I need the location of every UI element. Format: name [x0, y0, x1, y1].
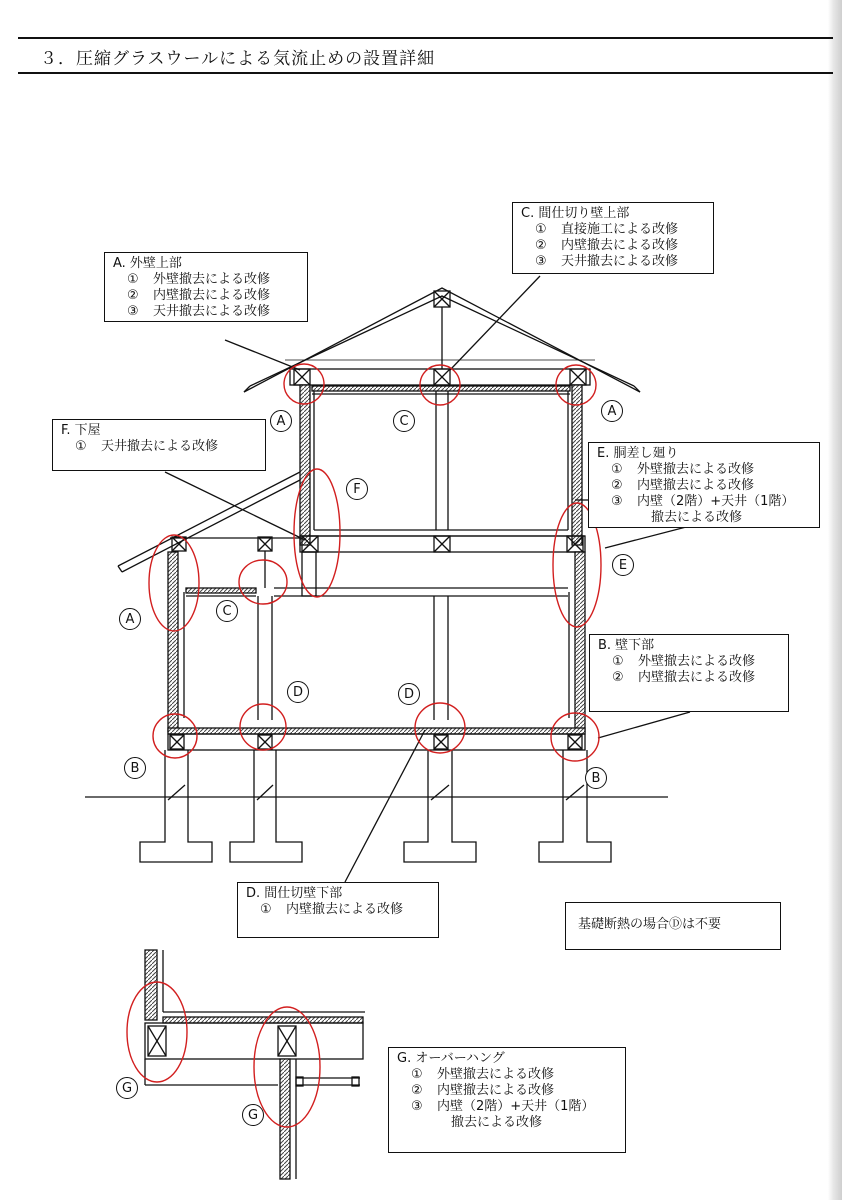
- callout-e-item-3: ③ 内壁（2階）+天井（1階）: [611, 494, 795, 509]
- callout-g-continuation: 撤去による改修: [451, 1115, 543, 1130]
- callout-d-heading: D. 間仕切壁下部: [246, 886, 343, 901]
- callout-c-item-3: ③ 天井撤去による改修: [535, 254, 679, 269]
- callout-c-item-1: ① 直接施工による改修: [535, 222, 679, 237]
- page-title: ３．圧縮グラスウールによる気流止めの設置詳細: [40, 49, 436, 69]
- callout-c-heading: C. 間仕切り壁上部: [521, 206, 630, 221]
- label-d-left: D: [287, 681, 309, 703]
- note-foundation-insulation: [565, 902, 781, 950]
- callout-c-partition-top: [512, 202, 714, 274]
- callout-d-partition-bottom: [237, 882, 439, 938]
- callout-c-item-2: ② 内壁撤去による改修: [535, 238, 679, 253]
- callout-b-heading: B. 壁下部: [598, 638, 655, 653]
- label-g-left: G: [116, 1077, 138, 1099]
- callout-e-item-2: ② 内壁撤去による改修: [611, 478, 755, 493]
- overhang-detail: [145, 950, 365, 1179]
- callout-b-item-2: ② 内壁撤去による改修: [612, 670, 756, 685]
- callout-g-item-3: ③ 内壁（2階）+天井（1階）: [411, 1099, 595, 1114]
- label-e: E: [612, 554, 634, 576]
- callout-e-item-1: ① 外壁撤去による改修: [611, 462, 755, 477]
- callout-g-item-2: ② 内壁撤去による改修: [411, 1083, 555, 1098]
- label-g-right: G: [242, 1104, 264, 1126]
- callout-e-heading: E. 胴差し廻り: [597, 446, 679, 461]
- callout-g-overhang: [388, 1047, 626, 1153]
- foundations: [140, 750, 611, 862]
- callout-f-item-1: ① 天井撤去による改修: [75, 439, 219, 454]
- callout-d-item-1: ① 内壁撤去による改修: [260, 902, 404, 917]
- callout-b-wall-bottom: [589, 634, 789, 712]
- callout-g-heading: G. オーバーハング: [397, 1051, 505, 1066]
- callout-f-lean-to: [52, 419, 266, 471]
- label-d-center: D: [398, 683, 420, 705]
- label-c-lower: C: [216, 600, 238, 622]
- label-a-lower: A: [119, 608, 141, 630]
- callout-a-item-3: ③ 天井撤去による改修: [127, 304, 271, 319]
- label-c-upper: C: [393, 410, 415, 432]
- callout-f-heading: F. 下屋: [61, 423, 101, 438]
- callout-a-item-1: ① 外壁撤去による改修: [127, 272, 271, 287]
- label-a-right-upper: A: [601, 400, 623, 422]
- label-b-left: B: [124, 757, 146, 779]
- label-b-right: B: [585, 767, 607, 789]
- callout-e-continuation: 撤去による改修: [651, 510, 743, 525]
- callout-b-item-1: ① 外壁撤去による改修: [612, 654, 756, 669]
- callout-g-item-1: ① 外壁撤去による改修: [411, 1067, 555, 1082]
- note-text: 基礎断熱の場合Ⓓは不要: [578, 917, 722, 932]
- callout-a-item-2: ② 内壁撤去による改修: [127, 288, 271, 303]
- label-f: F: [346, 478, 368, 500]
- callout-e-girth: [588, 442, 820, 528]
- callout-a-heading: A. 外壁上部: [113, 256, 182, 271]
- label-a-left-upper: A: [270, 410, 292, 432]
- callout-a-outer-wall-top: [104, 252, 308, 322]
